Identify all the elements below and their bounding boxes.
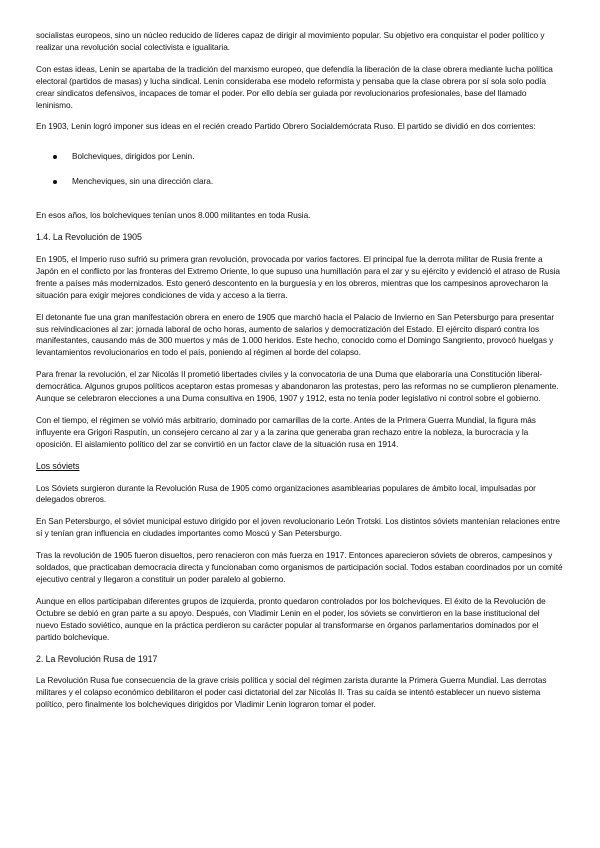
section-heading-1917: 2. La Revolución Rusa de 1917: [36, 653, 158, 664]
paragraph-soviets-1: Los Sóviets surgieron durante la Revolución Rusa de 1905 como organizaciones asamblearias populares de ámbito local, impulsadas por delegados obreros.: [36, 482, 536, 505]
paragraph-soviets-4: Aunque en ellos participaban diferentes grupos de izquierda, pronto quedaron controlados por los bolcheviques. El éxito de la Revolución de Octubre se debió en gran parte a su apoyo. Después, con Vladimir Lenin en el poder, los sóviets se convirtieron en la base institucional del nuevo Estado soviético, aunque en la práctica perdieron su carácter popular al transformarse en órganos parlamentarios dominados por el partido bolchevique.: [36, 595, 546, 642]
paragraph-intro-1: socialistas europeos, sino un núcleo reducido de líderes capaz de dirigir al movimiento popular. Su objetivo era conquistar el poder político y realizar una revolución social colectivista e igualitaria.: [36, 30, 545, 52]
section-heading-soviets: Los sóviets: [36, 460, 80, 471]
paragraph-1905-1: En 1905, el Imperio ruso sufrió su primera gran revolución, provocada por varios factores. El principal fue la derrota militar de Rusia frente a Japón en el conflicto por las fronteras del Extremo Oriente, lo que supuso una humillación para el zar y su ejército y evidenció el atraso de Rusia frente a países más modernizados. Esto generó descontento en la burguesía y en los obreros, mientras que los campesinos aprovecharon la situación para exigir mejores condiciones de vida y acceso a la tierra.: [36, 253, 560, 300]
bullet-icon: [53, 180, 57, 184]
paragraph-intro-2: Con estas ideas, Lenin se apartaba de la tradición del marxismo europeo, que defendía la liberación de la clase obrera mediante lucha política electoral (partidos de masas) y lucha sindical. Lenin consideraba ese modelo reformista y pensaba que la clase obrera por sí sola solo podía crear sindicatos defensivos, incapaces de tomar el poder. Por ello debía ser guiada por revolucionarios profesionales, base del llamado leninismo.: [36, 63, 553, 110]
list-item: [36, 176, 564, 188]
document-page: [36, 30, 564, 721]
bullet-icon: [53, 155, 57, 159]
paragraph-soviets-3: Tras la revolución de 1905 fueron disueltos, pero renacieron con más fuerza en 1917. Entonces aparecieron sóviets de obreros, campesinos y soldados, que practicaban democracia directa y funcionaban como organismos de participación social. Todos estaban coordinados por un comité ejecutivo central y llegaron a constituir un poder paralelo al gobierno.: [36, 550, 563, 584]
paragraph-soviets-2: En San Petersburgo, el sóviet municipal estuvo dirigido por el joven revolucionario León Trotski. Los distintos sóviets mantenían relaciones entre sí y tenían gran influencia en ciudades importantes como Moscú y San Petersburgo.: [36, 516, 560, 539]
paragraph-intro-3: En 1903, Lenin logró imponer sus ideas en el recién creado Partido Obrero Socialdemócrata Ruso. El partido se dividió en dos corrientes:: [36, 121, 536, 132]
paragraph-1905-3: Para frenar la revolución, el zar Nicolás II prometió libertades civiles y la convocatoria de una Duma que elaboraría una Constitución liberal-democrática. Algunos grupos políticos aceptaron estas promesas y abandonaron las protestas, pero las reformas no se cumplieron plenamente. Aunque se celebraron elecciones a una Duma consultiva en 1906, 1907 y 1912, esta no tenía poder legislativo ni control sobre el gobierno.: [36, 369, 559, 404]
list-item-text: Bolcheviques, dirigidos por Lenin.: [72, 151, 195, 162]
paragraph-militants: En esos años, los bolcheviques tenían unos 8.000 militantes en toda Rusia.: [36, 210, 311, 221]
paragraph-1905-2: El detonante fue una gran manifestación obrera en enero de 1905 que marchó hacia el Palacio de Invierno en San Petersburgo para presentar sus reivindicaciones al zar: jornada laboral de ocho horas, aumento de salarios y democratización del Estado. El ejército disparó contra los manifestantes, causando más de 300 muertos y más de 1.000 heridos. Este hecho, conocido como el Domingo Sangriento, provocó huelgas y levantamientos revolucionarios en todo el país, poniendo al régimen al borde del colapso.: [36, 311, 555, 358]
list-item-text: Mencheviques, sin una dirección clara.: [72, 176, 214, 187]
list-item: [36, 151, 564, 163]
section-heading-1905: 1.4. La Revolución de 1905: [36, 232, 142, 243]
party-currents-list: [36, 151, 564, 188]
paragraph-1905-4: Con el tiempo, el régimen se volvió más arbitrario, dominado por camarillas de la corte. Antes de la Primera Guerra Mundial, la figura más influyente era Grigori Rasputín, un consejero cercano al zar y a la zarina que generaba gran rechazo entre la nobleza, la burocracia y la oposición. El aislamiento político del zar se convirtió en un factor clave de la situación rusa en 1914.: [36, 414, 536, 449]
paragraph-1917-1: La Revolución Rusa fue consecuencia de la grave crisis política y social del régimen zarista durante la Primera Guerra Mundial. Las derrotas militares y el colapso económico debilitaron el poder casi dictatorial del zar Nicolás II. Tras su caída se intentó establecer un nuevo sistema político, pero finalmente los bolcheviques dirigidos por Vladimir Lenin lograron tomar el poder.: [36, 675, 547, 710]
